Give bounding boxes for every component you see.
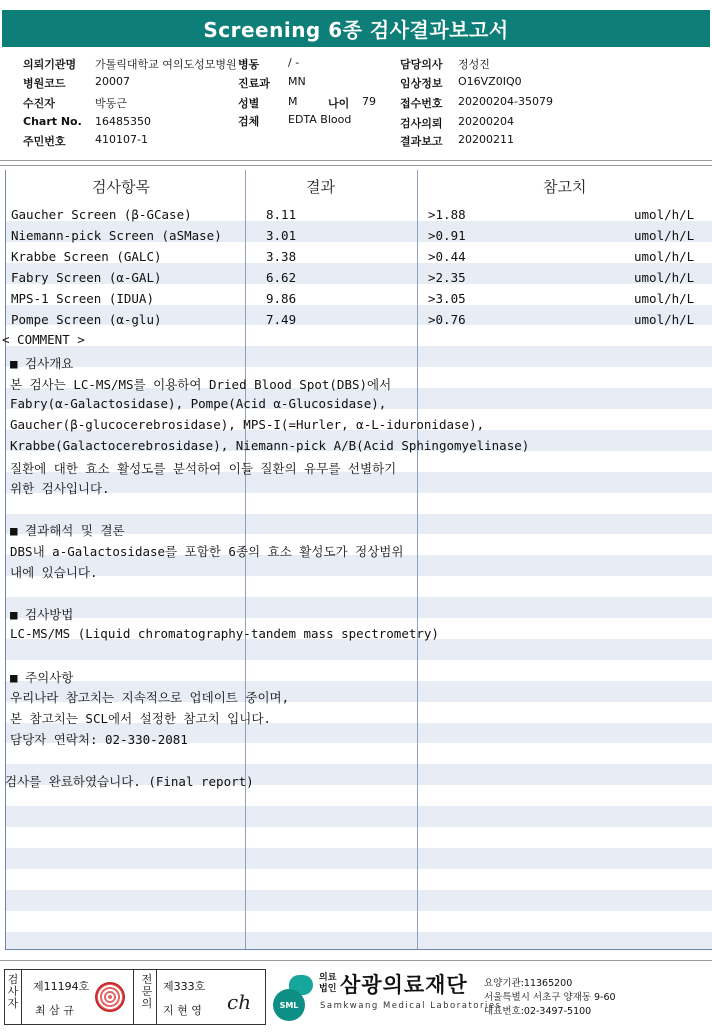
org-address: 서울특별시 서초구 양재동 9-60	[484, 992, 616, 1003]
receipt-no-label: 접수번호	[400, 97, 443, 110]
comment-line: 본 참고치는 SCL에서 설정한 참고치 입니다.	[10, 711, 271, 727]
comment-line: ■ 검사개요	[10, 356, 74, 371]
patient-value: 박동근	[95, 97, 127, 110]
result-value: 6.62	[266, 269, 297, 285]
row-stripe	[6, 660, 712, 681]
result-reference: >2.35	[428, 269, 466, 285]
ward-label: 병동	[238, 58, 260, 71]
row-stripe	[6, 911, 712, 932]
request-date-value: 20200204	[458, 115, 514, 128]
comment-line: ■ 주의사항	[10, 669, 74, 685]
comment-line: LC-MS/MS (Liquid chromatography-tandem mass spectrometry)	[10, 625, 439, 641]
result-item: Niemann-pick Screen (aSMase)	[11, 227, 222, 243]
comment-line: 본 검사는 LC-MS/MS를 이용하여 Dried Blood Spot(DBS)에서	[10, 376, 392, 392]
org-code: 요양기관:11365200	[484, 978, 573, 989]
result-reference: >0.44	[428, 248, 466, 264]
resident-no-value: 410107-1	[95, 133, 148, 146]
resident-no-label: 주민번호	[23, 135, 66, 148]
result-value: 9.86	[266, 290, 297, 306]
row-stripe	[6, 346, 712, 367]
row-stripe	[6, 806, 712, 827]
ward-value: / -	[288, 56, 300, 69]
hospital-label: 의뢰기관명	[23, 58, 77, 71]
header-separator	[0, 160, 712, 166]
hospital-code-label: 병원코드	[23, 77, 66, 90]
row-stripe	[6, 639, 712, 660]
result-unit: umol/h/L	[634, 290, 695, 306]
report-bottom-line	[6, 949, 712, 950]
result-reference: >0.91	[428, 227, 466, 243]
org-english-name: Samkwang Medical Laboratories	[320, 1001, 502, 1011]
inspector-label: 검사자	[7, 973, 19, 1010]
chart-no-value: 16485350	[95, 115, 151, 128]
clinical-info-value: O16VZ0IQ0	[458, 75, 522, 88]
specialist-name: 지 현 영	[163, 1004, 202, 1017]
report-date-label: 결과보고	[400, 135, 443, 148]
request-date-label: 검사의뢰	[400, 117, 443, 130]
comment-line: 우리나라 참고치는 지속적으로 업데이트 중이며,	[10, 690, 290, 706]
hospital-code-value: 20007	[95, 75, 130, 88]
hospital-value: 가톨릭대학교 여의도성모병원	[95, 58, 237, 71]
comment-line: DBS내 a-Galactosidase를 포함한 6종의 효소 활성도가 정상범위	[10, 544, 404, 560]
patient-label: 수진자	[23, 97, 55, 110]
result-item: Krabbe Screen (GALC)	[11, 248, 162, 264]
clinical-info-label: 임상정보	[400, 77, 443, 90]
result-value: 3.38	[266, 248, 297, 264]
result-reference: >1.88	[428, 207, 466, 222]
row-stripe	[6, 576, 712, 597]
doctor-value: 정성진	[458, 58, 490, 71]
row-stripe	[6, 869, 712, 890]
sml-logo-text: SML	[273, 989, 305, 1021]
comment-line: 질환에 대한 효소 활성도를 분석하여 이들 질환의 유무를 선별하기	[10, 460, 397, 476]
result-unit: umol/h/L	[634, 269, 695, 285]
row-stripe	[6, 493, 712, 514]
report-title: Screening 6종 검사결과보고서	[203, 18, 509, 42]
result-value: 8.11	[266, 207, 297, 222]
specialist-label: 전문의	[141, 973, 153, 1010]
specialist-number: 제333호	[163, 980, 206, 993]
result-item: MPS-1 Screen (IDUA)	[11, 290, 154, 306]
receipt-no-value: 20200204-35079	[458, 95, 553, 108]
patient-info	[0, 50, 712, 160]
specialist-signature: ch	[227, 990, 252, 1014]
results-report	[2, 170, 712, 950]
department-label: 진료과	[238, 77, 270, 90]
row-stripe	[6, 827, 712, 848]
row-stripe	[6, 932, 712, 951]
specimen-value: EDTA Blood	[288, 113, 352, 126]
sex-label: 성별	[238, 97, 260, 110]
result-reference: >3.05	[428, 290, 466, 306]
signature-divider-2	[133, 970, 134, 1024]
comment-line: Krabbe(Galactocerebrosidase), Niemann-pick A/B(Acid Sphingomyelinase)	[10, 437, 530, 453]
header-reference: 참고치	[543, 178, 587, 196]
header-result: 결과	[306, 178, 335, 196]
comment-line: 담당자 연락처: 02-330-2081	[10, 732, 188, 748]
age-label: 나이	[328, 97, 350, 110]
result-unit: umol/h/L	[634, 227, 695, 243]
specimen-label: 검체	[238, 115, 260, 128]
column-divider-2	[417, 170, 418, 950]
row-stripe	[6, 848, 712, 869]
result-value: 3.01	[266, 227, 297, 243]
header-test-item: 검사항목	[92, 178, 150, 196]
org-phone: 대표번호:02-3497-5100	[484, 1006, 592, 1017]
signature-box	[4, 969, 266, 1025]
inspector-name: 최 삼 규	[35, 1004, 74, 1017]
sml-logo-icon	[273, 971, 315, 1023]
row-stripe	[6, 890, 712, 911]
age-value: 79	[362, 95, 376, 108]
result-item: Fabry Screen (α-GAL)	[11, 269, 162, 285]
comment-line: Fabry(α-Galactosidase), Pompe(Acid α-Glucosidase),	[10, 395, 387, 411]
row-stripe	[6, 597, 712, 618]
result-unit: umol/h/L	[634, 207, 695, 222]
report-date-value: 20200211	[458, 133, 514, 146]
comment-line: ■ 결과해석 및 결론	[10, 523, 125, 539]
signature-divider-1	[21, 970, 22, 1024]
report-footer	[0, 960, 712, 1034]
comment-line: Gaucher(β-glucocerebrosidase), MPS-I(=Hurler, α-L-iduronidase),	[10, 416, 485, 432]
result-item: Gaucher Screen (β-GCase)	[11, 207, 192, 222]
result-value: 7.49	[266, 311, 297, 327]
comment-header: < COMMENT >	[2, 332, 85, 347]
doctor-label: 담당의사	[400, 58, 443, 71]
result-unit: umol/h/L	[634, 311, 695, 327]
signature-divider-3	[156, 970, 157, 1024]
comment-line: 위한 검사입니다.	[10, 481, 110, 497]
chart-no-label: Chart No.	[23, 115, 82, 128]
sex-value: M	[288, 95, 298, 108]
seal-stamp-icon	[95, 982, 125, 1012]
department-value: MN	[288, 75, 306, 88]
report-title-bar	[2, 10, 710, 47]
result-unit: umol/h/L	[634, 248, 695, 264]
org-type: 의료법인	[319, 973, 337, 994]
comment-line: 내에 있습니다.	[10, 565, 98, 580]
org-name: 삼광의료재단	[340, 973, 468, 997]
comment-line: ■ 검사방법	[10, 606, 74, 622]
comment-line: 검사를 완료하였습니다. (Final report)	[5, 774, 254, 789]
result-item: Pompe Screen (α-glu)	[11, 311, 162, 327]
row-stripe	[6, 325, 712, 346]
result-reference: >0.76	[428, 311, 466, 327]
inspector-number: 제11194호	[33, 980, 90, 993]
